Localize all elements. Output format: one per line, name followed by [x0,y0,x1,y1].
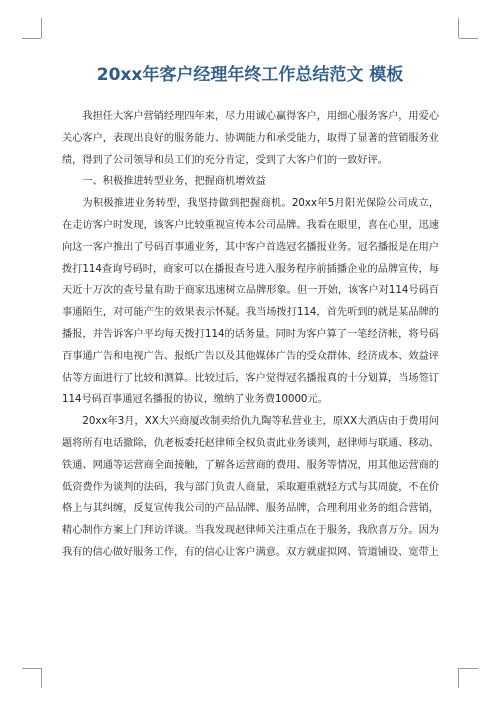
paragraph-intro: 我担任大客户营销经理四年来，尽力用诚心赢得客户，用细心服务客户，用爱心关心客户，表现出良好的服务能力、协调能力和承受能力，取得了显著的营销服务业绩，得到了公司领导和员工们的充分肯定，受到了大客户们的一致好评。 [62,111,439,166]
section-heading: 一、积极推进转型业务，把握商机增效益 [82,176,266,188]
document-body [62,106,439,564]
document-title: 20xx年客户经理年终工作总结范文 模板 [96,65,404,85]
paragraph-section-2: 20xx年3月，XX大兴商厦改制卖给仇九陶等私营业主，原XX大酒店由于费用问题将所有电话撤除，仇老板委托赵律师全权负责此业务谈判，赵律师与联通、移动、铁通、网通等运营商全面接触，了解各运营商的费用、服务等情况，用其他运营商的低资费作为谈判的法码，我与部门负责人商量，采取避重就轻方式与其周旋，不在价格上与其纠缠，反复宣传我公司的产品品牌、服务品牌，合理利用业务的组合营销，精心制作方案上门拜访详谈。当我发现赵律师关注重点在于服务，我欣喜万分。因为我有的信心做好服务工作，有的信心让客户满意。双方就虚拟网、管道铺设、宽带上 [62,416,439,558]
paragraph-section-1: 为积极推进业务转型，我坚持做到把握商机。20xx年5月阳光保险公司成立，在走访客户时发现，该客户比较重视宣传本公司品牌。我看在眼里，喜在心里，迅速向这一客户推出了号码百事通业务，其中客户首选冠名播报业务。冠名播报是在用户拨打114查询号码时，商家可以在播报查号进入服务程序前插播企业的品牌宣传，每天近十万次的查号量有助于商家迅速树立品牌形象。但一开始，该客户对114号码百事通陌生，对可能产生的效果表示怀疑。我当场拨打114，首先听到的就是某品牌的播报，并告诉客户平均每天拨打114的话务量。同时为客户算了一笔经济帐，将号码百事通广告和电视广告、报纸广告以及其他媒体广告的受众群体、经济成本、效益评估等方面进行了比较和测算。比较过后，客户觉得冠名播报真的十分划算，当场签订114号码百事通冠名播报的协议，缴纳了业务费10000元。 [62,198,439,406]
